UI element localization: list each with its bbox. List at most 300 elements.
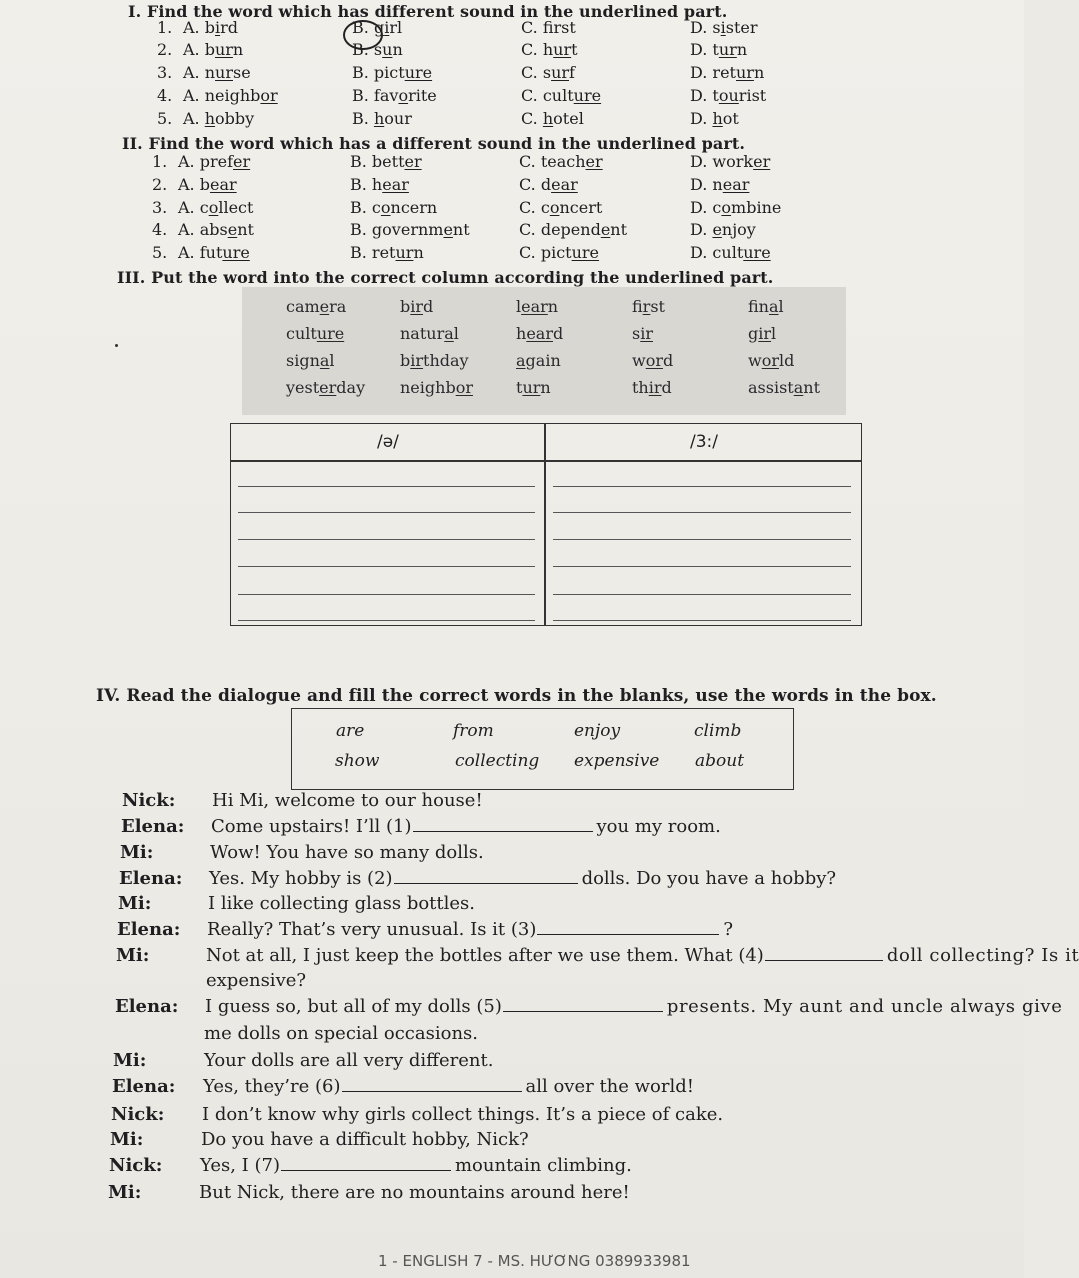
option-d bbox=[690, 86, 766, 105]
speaker-name: Mi: bbox=[116, 945, 150, 966]
option-text: A. fut bbox=[178, 243, 223, 262]
column-header-schwa: /ə/ bbox=[377, 432, 399, 452]
option-c bbox=[519, 243, 599, 262]
word-part: l bbox=[771, 324, 777, 343]
grid-word bbox=[516, 351, 561, 370]
option-b bbox=[350, 198, 437, 217]
dialogue-text bbox=[206, 970, 306, 991]
underlined-part: o bbox=[549, 198, 560, 217]
underlined-part: e bbox=[712, 220, 722, 239]
grid-word bbox=[748, 351, 794, 370]
option-text: rl bbox=[389, 18, 403, 37]
option-text: A. b bbox=[183, 40, 215, 59]
word-box-item: climb bbox=[694, 721, 742, 741]
option-text: mbine bbox=[731, 198, 782, 217]
speaker-name: Mi: bbox=[108, 1182, 142, 1203]
option-text: C. depend bbox=[519, 220, 601, 239]
fill-blank[interactable] bbox=[503, 997, 663, 1012]
grid-word bbox=[516, 297, 558, 316]
underlined-part: a bbox=[444, 324, 454, 343]
underlined-part: e bbox=[443, 220, 453, 239]
question-number: 1. bbox=[157, 18, 173, 37]
question-number: 3. bbox=[157, 63, 173, 82]
option-a bbox=[178, 152, 250, 171]
option-text: n bbox=[753, 63, 765, 82]
line-text: I like collecting glass bottles. bbox=[208, 893, 476, 914]
underlined-part: g bbox=[373, 18, 385, 37]
line-text: expensive? bbox=[206, 970, 307, 991]
word-part: assist bbox=[748, 378, 794, 397]
option-text: B. fav bbox=[352, 86, 399, 105]
underlined-part: ear bbox=[382, 175, 409, 194]
speaker-name: Elena: bbox=[112, 1076, 176, 1097]
grid-word bbox=[632, 378, 672, 397]
column-header-er: /3:/ bbox=[690, 432, 718, 452]
line-text: me dolls on special occasions. bbox=[204, 1023, 478, 1044]
underlined-part: e bbox=[319, 297, 330, 316]
option-d bbox=[690, 40, 747, 59]
option-text: rst bbox=[553, 18, 576, 37]
word-part: d bbox=[661, 378, 672, 397]
word-part: d bbox=[552, 324, 564, 343]
option-text: B. c bbox=[350, 198, 381, 217]
underlined-part: ir bbox=[410, 351, 424, 370]
underlined-part: ur bbox=[718, 40, 737, 59]
option-text: A. bbox=[183, 109, 205, 128]
question-number: 3. bbox=[152, 198, 168, 217]
underlined-part: er bbox=[404, 152, 422, 171]
option-text: rite bbox=[408, 86, 437, 105]
option-b bbox=[350, 243, 424, 262]
word-part: ra bbox=[329, 297, 347, 316]
option-c bbox=[521, 109, 584, 128]
question-row bbox=[0, 198, 1024, 220]
option-c bbox=[519, 220, 627, 239]
underlined-part: ure bbox=[573, 86, 602, 105]
underlined-part: ur bbox=[395, 243, 414, 262]
fill-blank[interactable] bbox=[342, 1077, 522, 1092]
underlined-part: ir bbox=[642, 297, 651, 316]
option-text: D. work bbox=[690, 152, 754, 171]
dialogue-text bbox=[208, 893, 475, 914]
option-text: rist bbox=[738, 86, 767, 105]
option-text: otel bbox=[553, 109, 584, 128]
underlined-part: i bbox=[384, 18, 390, 37]
option-b bbox=[352, 86, 437, 105]
word-box-item: expensive bbox=[574, 751, 660, 771]
answer-line[interactable] bbox=[553, 512, 851, 513]
option-a bbox=[178, 243, 250, 262]
stray-dot bbox=[115, 344, 118, 347]
word-box-item: collecting bbox=[455, 751, 540, 771]
line-text: Come upstairs! I’ll (1) bbox=[211, 816, 412, 837]
option-d bbox=[690, 198, 781, 217]
question-number: 5. bbox=[157, 109, 173, 128]
option-b bbox=[352, 109, 412, 128]
word-part: n bbox=[540, 378, 551, 397]
line-text: ? bbox=[723, 919, 734, 940]
line-text: doll collecting? Is it bbox=[886, 945, 1079, 966]
phonetic-table bbox=[230, 423, 862, 626]
line-text: dolls. Do you have a hobby? bbox=[581, 868, 837, 889]
option-text: nt bbox=[610, 220, 628, 239]
word-box bbox=[291, 708, 794, 790]
underlined-part: a bbox=[516, 351, 526, 370]
dialogue-text bbox=[204, 1023, 478, 1044]
answer-line[interactable] bbox=[553, 486, 851, 487]
option-c bbox=[519, 198, 602, 217]
grid-word bbox=[400, 324, 459, 343]
underlined-part: h bbox=[373, 109, 385, 128]
option-text: ot bbox=[722, 109, 739, 128]
line-text: But Nick, there are no mountains around here! bbox=[199, 1182, 630, 1203]
option-text: D. bbox=[690, 109, 713, 128]
section-2-title: II. Find the word which has a different sound in the underlined part. bbox=[122, 134, 746, 153]
underlined-part: ear bbox=[526, 324, 553, 343]
option-c bbox=[521, 63, 575, 82]
option-text: D. cult bbox=[690, 243, 744, 262]
word-part: h bbox=[516, 324, 527, 343]
page-footer: 1 - ENGLISH 7 - MS. HƯƠNG 0389933981 bbox=[378, 1252, 691, 1270]
underlined-part: e bbox=[227, 220, 238, 239]
line-text: Really? That’s very unusual. Is it (3) bbox=[207, 919, 537, 940]
line-text: Do you have a difficult hobby, Nick? bbox=[201, 1129, 529, 1150]
underlined-part: ir bbox=[648, 378, 662, 397]
underlined-part: ure bbox=[571, 243, 600, 262]
option-text: nt bbox=[452, 220, 470, 239]
speaker-name: Elena: bbox=[121, 816, 185, 837]
option-b bbox=[350, 152, 422, 171]
question-row bbox=[0, 63, 1024, 85]
option-text: A. c bbox=[178, 198, 209, 217]
word-part: ld bbox=[778, 351, 795, 370]
option-text: B. bett bbox=[350, 152, 405, 171]
dialogue-text bbox=[211, 816, 721, 837]
underlined-part: ear bbox=[521, 297, 548, 316]
section-3-title: III. Put the word into the correct column according the underlined part. bbox=[117, 268, 774, 287]
dialogue-text bbox=[200, 1155, 632, 1176]
grid-word bbox=[748, 297, 784, 316]
underlined-part: o bbox=[380, 198, 391, 217]
word-part: l bbox=[453, 324, 459, 343]
option-text: D. t bbox=[690, 40, 719, 59]
underlined-part: i bbox=[214, 18, 221, 37]
dialogue-text bbox=[204, 1050, 493, 1071]
answer-line[interactable] bbox=[238, 512, 535, 513]
speaker-name: Elena: bbox=[117, 919, 181, 940]
option-text: llect bbox=[218, 198, 254, 217]
underlined-part: er bbox=[319, 378, 337, 397]
answer-line[interactable] bbox=[238, 566, 535, 567]
word-part: sign bbox=[286, 351, 320, 370]
option-text: C. bbox=[521, 109, 543, 128]
line-text: Yes, they’re (6) bbox=[203, 1076, 341, 1097]
option-a bbox=[178, 220, 254, 239]
word-part: fin bbox=[748, 297, 769, 316]
option-text: D. ret bbox=[690, 63, 736, 82]
option-c bbox=[521, 18, 576, 37]
grid-word bbox=[286, 297, 346, 316]
option-c bbox=[521, 40, 578, 59]
option-text: C. c bbox=[519, 198, 550, 217]
underlined-part: ir bbox=[640, 324, 653, 343]
option-text: B. bbox=[352, 18, 374, 37]
option-text: C. pict bbox=[519, 243, 572, 262]
underlined-part: e bbox=[600, 220, 611, 239]
underlined-part: ou bbox=[718, 86, 739, 105]
option-text: D. c bbox=[690, 198, 722, 217]
underlined-part: ear bbox=[209, 175, 237, 194]
speaker-name: Nick: bbox=[122, 790, 176, 811]
question-number: 4. bbox=[157, 86, 173, 105]
option-text: ster bbox=[725, 18, 758, 37]
option-a bbox=[183, 86, 278, 105]
underlined-part: ur bbox=[215, 63, 233, 82]
grid-word bbox=[748, 378, 820, 397]
option-text: C. teach bbox=[519, 152, 586, 171]
option-b bbox=[350, 220, 470, 239]
option-text: A. b bbox=[183, 18, 215, 37]
dialogue-text bbox=[202, 1104, 723, 1125]
underlined-part: ure bbox=[743, 243, 771, 262]
word-part: t bbox=[516, 378, 523, 397]
underlined-part: or bbox=[761, 351, 779, 370]
line-text: Wow! You have so many dolls. bbox=[210, 842, 484, 863]
option-a bbox=[178, 175, 237, 194]
option-text: C. d bbox=[519, 175, 552, 194]
speaker-name: Mi: bbox=[110, 1129, 144, 1150]
answer-line[interactable] bbox=[238, 594, 535, 595]
word-part: thday bbox=[423, 351, 469, 370]
underlined-part: h bbox=[542, 109, 554, 128]
option-text: D. s bbox=[690, 18, 721, 37]
option-text: B. ret bbox=[350, 243, 396, 262]
line-text: all over the world! bbox=[525, 1076, 695, 1097]
question-number: 2. bbox=[157, 40, 173, 59]
fill-blank[interactable] bbox=[537, 920, 719, 935]
underlined-part: ear bbox=[551, 175, 578, 194]
underlined-part: h bbox=[712, 109, 723, 128]
option-text: n bbox=[392, 40, 403, 59]
word-box-item: are bbox=[336, 721, 365, 741]
option-text: nt bbox=[237, 220, 254, 239]
grid-word bbox=[286, 378, 365, 397]
option-d bbox=[690, 152, 770, 171]
word-box-item: show bbox=[335, 751, 380, 771]
option-text: D. bbox=[690, 220, 713, 239]
word-box-item: about bbox=[695, 751, 745, 771]
underlined-part: o bbox=[208, 198, 219, 217]
option-text: A. pref bbox=[178, 152, 234, 171]
option-d bbox=[690, 220, 756, 239]
line-text: Yes, I (7) bbox=[200, 1155, 280, 1176]
speaker-name: Mi: bbox=[118, 893, 152, 914]
option-c bbox=[519, 152, 603, 171]
grid-word bbox=[632, 351, 673, 370]
underlined-part: ur bbox=[553, 40, 572, 59]
table-header-line bbox=[231, 460, 861, 462]
underlined-part: h bbox=[204, 109, 216, 128]
dialogue-text bbox=[212, 790, 483, 811]
grid-word bbox=[400, 378, 473, 397]
question-row bbox=[0, 175, 1024, 197]
dialogue-text bbox=[206, 945, 1079, 966]
underlined-part: i bbox=[720, 18, 726, 37]
question-row bbox=[0, 18, 1024, 40]
option-d bbox=[690, 175, 749, 194]
grid-word bbox=[632, 324, 653, 343]
line-text: Yes. My hobby is (2) bbox=[209, 868, 393, 889]
dialogue-text bbox=[205, 996, 1062, 1017]
option-text: rd bbox=[220, 18, 238, 37]
word-part: th bbox=[632, 378, 649, 397]
word-part: cam bbox=[286, 297, 320, 316]
question-row bbox=[0, 220, 1024, 242]
word-part: l bbox=[516, 297, 522, 316]
option-c bbox=[521, 86, 601, 105]
option-a bbox=[183, 63, 251, 82]
answer-line[interactable] bbox=[238, 486, 535, 487]
option-text: B. h bbox=[350, 175, 383, 194]
speaker-name: Mi: bbox=[120, 842, 154, 863]
underlined-part: or bbox=[455, 378, 473, 397]
line-text: mountain climbing. bbox=[454, 1155, 632, 1176]
answer-line[interactable] bbox=[238, 539, 535, 540]
word-part: gain bbox=[525, 351, 561, 370]
answer-line[interactable] bbox=[553, 594, 851, 595]
option-text: obby bbox=[215, 109, 255, 128]
grid-word bbox=[632, 297, 665, 316]
word-part: w bbox=[632, 351, 646, 370]
question-row bbox=[0, 109, 1024, 131]
line-text: you my room. bbox=[596, 816, 721, 837]
option-c bbox=[519, 175, 578, 194]
option-text: our bbox=[384, 109, 412, 128]
section-1-title: I. Find the word which has different sound in the underlined part. bbox=[128, 2, 728, 21]
underlined-part: ur bbox=[522, 378, 541, 397]
grid-word bbox=[400, 351, 469, 370]
speaker-name: Elena: bbox=[119, 868, 183, 889]
option-b bbox=[352, 63, 432, 82]
grid-word bbox=[286, 351, 335, 370]
question-row bbox=[0, 40, 1024, 62]
option-a bbox=[183, 40, 243, 59]
word-part: f bbox=[632, 297, 643, 316]
question-row bbox=[0, 243, 1024, 265]
line-text: Hi Mi, welcome to our house! bbox=[212, 790, 483, 811]
word-part: neighb bbox=[400, 378, 456, 397]
grid-word bbox=[748, 324, 776, 343]
underlined-part: ur bbox=[214, 40, 233, 59]
underlined-part: er bbox=[585, 152, 603, 171]
option-a bbox=[183, 109, 254, 128]
underlined-part: ir bbox=[410, 297, 424, 316]
option-text: f bbox=[569, 63, 575, 82]
option-text: B. s bbox=[352, 40, 383, 59]
option-text: C. h bbox=[521, 40, 554, 59]
grid-word bbox=[516, 378, 551, 397]
dialogue-text bbox=[209, 868, 836, 889]
word-part: day bbox=[336, 378, 366, 397]
option-text: t bbox=[571, 40, 578, 59]
option-text: njoy bbox=[721, 220, 756, 239]
option-text: C. f bbox=[521, 18, 554, 37]
line-text: I don’t know why girls collect things. It’s a piece of cake. bbox=[202, 1104, 724, 1125]
grid-word bbox=[400, 297, 433, 316]
option-text: se bbox=[232, 63, 251, 82]
underlined-part: ear bbox=[722, 175, 750, 194]
answer-line[interactable] bbox=[238, 620, 535, 621]
line-text: I guess so, but all of my dolls (5) bbox=[205, 996, 502, 1017]
option-text: B. governm bbox=[350, 220, 444, 239]
option-text: B. pict bbox=[352, 63, 405, 82]
underlined-part: er bbox=[753, 152, 771, 171]
option-a bbox=[183, 18, 238, 37]
underlined-part: er bbox=[233, 152, 251, 171]
question-number: 2. bbox=[152, 175, 168, 194]
underlined-part: o bbox=[721, 198, 732, 217]
grid-word bbox=[516, 324, 563, 343]
underlined-part: ure bbox=[222, 243, 250, 262]
answer-circle-mark bbox=[343, 20, 383, 50]
dialogue-text bbox=[210, 842, 484, 863]
option-text: A. abs bbox=[178, 220, 228, 239]
word-part: natur bbox=[400, 324, 445, 343]
option-d bbox=[690, 63, 764, 82]
underlined-part: ir bbox=[758, 324, 772, 343]
answer-line[interactable] bbox=[553, 620, 851, 621]
option-text: A. b bbox=[178, 175, 210, 194]
question-number: 4. bbox=[152, 220, 168, 239]
word-box-item: enjoy bbox=[574, 721, 621, 741]
underlined-part: a bbox=[768, 297, 779, 316]
option-text: n bbox=[232, 40, 244, 59]
underlined-part: or bbox=[260, 86, 278, 105]
option-text: C. cult bbox=[521, 86, 574, 105]
option-text: n bbox=[736, 40, 748, 59]
question-row bbox=[0, 152, 1024, 174]
answer-line[interactable] bbox=[553, 539, 851, 540]
option-text: B. bbox=[352, 109, 374, 128]
fill-blank[interactable] bbox=[281, 1156, 451, 1171]
option-d bbox=[690, 243, 771, 262]
speaker-name: Nick: bbox=[111, 1104, 165, 1125]
option-text: D. n bbox=[690, 175, 723, 194]
dialogue-text bbox=[199, 1182, 630, 1203]
word-part: nt bbox=[803, 378, 820, 397]
word-part: w bbox=[748, 351, 762, 370]
word-part: l bbox=[778, 297, 784, 316]
speaker-name: Nick: bbox=[109, 1155, 163, 1176]
underlined-part: ure bbox=[316, 324, 345, 343]
fill-blank[interactable] bbox=[394, 869, 578, 884]
fill-blank[interactable] bbox=[413, 817, 593, 832]
section-4-title: IV. Read the dialogue and fill the correct words in the blanks, use the words in the box. bbox=[96, 686, 937, 706]
word-part: b bbox=[400, 297, 411, 316]
option-text: ncern bbox=[390, 198, 438, 217]
word-part: l bbox=[329, 351, 335, 370]
fill-blank[interactable] bbox=[765, 946, 883, 961]
word-part: g bbox=[748, 324, 759, 343]
speaker-name: Mi: bbox=[113, 1050, 147, 1071]
option-text: C. s bbox=[521, 63, 552, 82]
line-text: Your dolls are all very different. bbox=[204, 1050, 494, 1071]
word-part: n bbox=[547, 297, 559, 316]
line-text: presents. My aunt and uncle always give bbox=[666, 996, 1063, 1017]
answer-line[interactable] bbox=[553, 566, 851, 567]
underlined-part: o bbox=[398, 86, 409, 105]
underlined-part: a bbox=[793, 378, 804, 397]
